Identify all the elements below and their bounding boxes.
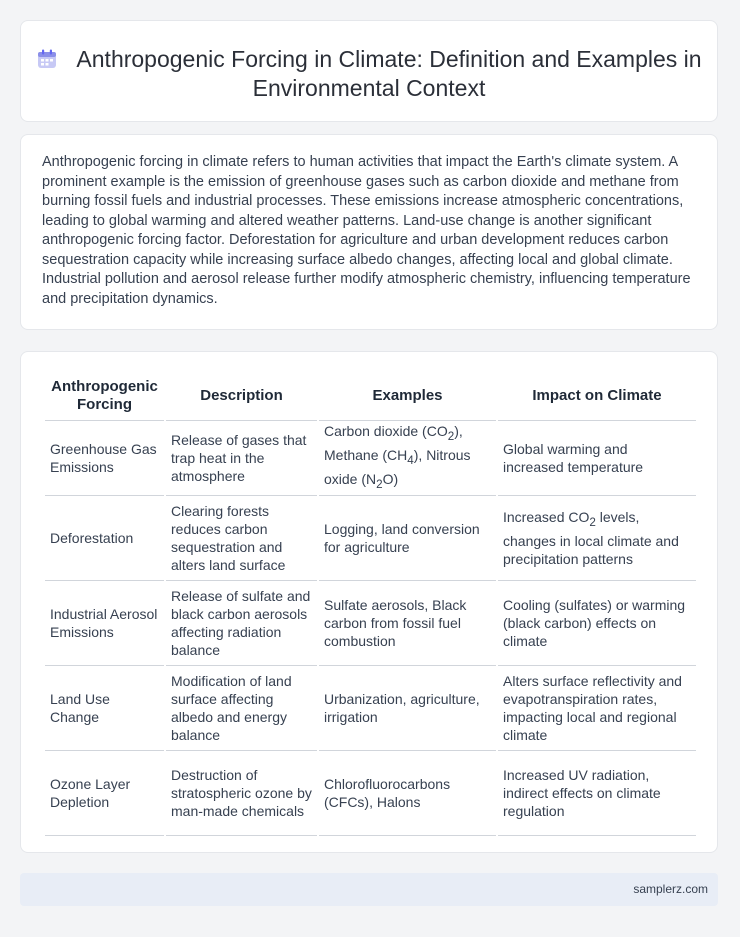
description-cell: Release of gases that trap heat in the atmosphere <box>166 421 317 496</box>
forcing-cell: Ozone Layer Depletion <box>45 751 164 836</box>
column-header: Impact on Climate <box>498 372 696 421</box>
intro-paragraph: Anthropogenic forcing in climate refers to human activities that impact the Earth's climate system. A prominent example is the emission of greenhouse gases such as carbon dioxide and methane from burning fossil fuels and industrial processes. These emissions increase atmospheric concentrations, leading to global warming and altered weather patterns. Land-use change is another significant anthropogenic forcing factor. Deforestation for agriculture and urban development reduces carbon sequestration capacity while increasing surface albedo changes, affecting local and global climate. Industrial pollution and aerosol release further modify atmospheric chemistry, influencing temperature and precipitation dynamics. <box>42 154 691 307</box>
impact-cell: Global warming and increased temperature <box>498 421 696 496</box>
intro-card <box>20 134 718 330</box>
title-card <box>20 20 718 122</box>
examples-cell: Sulfate aerosols, Black carbon from fossil fuel combustion <box>319 581 496 666</box>
forcing-cell: Industrial Aerosol Emissions <box>45 581 164 666</box>
impact-cell: Increased UV radiation, indirect effects on climate regulation <box>498 751 696 836</box>
examples-cell: Carbon dioxide $(CO_2)$, Methane $(CH_4)$, Nitrous oxide $(N_2O)$ <box>319 421 496 496</box>
examples-cell: Chlorofluorocarbons (CFCs), Halons <box>319 751 496 836</box>
impact-cell: Alters surface reflectivity and evapotranspiration rates, impacting local and regional climate <box>498 666 696 751</box>
page-title <box>21 45 717 103</box>
forcing-table <box>43 372 698 836</box>
table-row <box>45 496 696 581</box>
examples-cell: Logging, land conversion for agriculture <box>319 496 496 581</box>
table-card <box>20 351 718 853</box>
footer-site-link[interactable]: samplerz.com <box>633 882 708 896</box>
page-title-text: Anthropogenic Forcing in Climate: Definition and Examples in Environmental Context <box>76 46 702 101</box>
description-cell: Modification of land surface affecting albedo and energy balance <box>166 666 317 751</box>
description-cell: Clearing forests reduces carbon sequestration and alters land surface <box>166 496 317 581</box>
table-row <box>45 751 696 836</box>
examples-cell: Urbanization, agriculture, irrigation <box>319 666 496 751</box>
forcing-cell: Deforestation <box>45 496 164 581</box>
calendar-icon <box>36 48 58 70</box>
description-cell: Destruction of stratospheric ozone by man-made chemicals <box>166 751 317 836</box>
column-header: Examples <box>319 372 496 421</box>
forcing-cell: Greenhouse Gas Emissions <box>45 421 164 496</box>
table-row <box>45 666 696 751</box>
table-row <box>45 581 696 666</box>
impact-cell: Cooling (sulfates) or warming (black carbon) effects on climate <box>498 581 696 666</box>
description-cell: Release of sulfate and black carbon aerosols affecting radiation balance <box>166 581 317 666</box>
column-header: Anthropogenic Forcing <box>45 372 164 421</box>
table-header-row <box>45 372 696 421</box>
column-header: Description <box>166 372 317 421</box>
forcing-cell: Land Use Change <box>45 666 164 751</box>
footer <box>20 873 718 906</box>
table-row <box>45 421 696 496</box>
impact-cell: Increased $CO_2$ levels, changes in local climate and precipitation patterns <box>498 496 696 581</box>
